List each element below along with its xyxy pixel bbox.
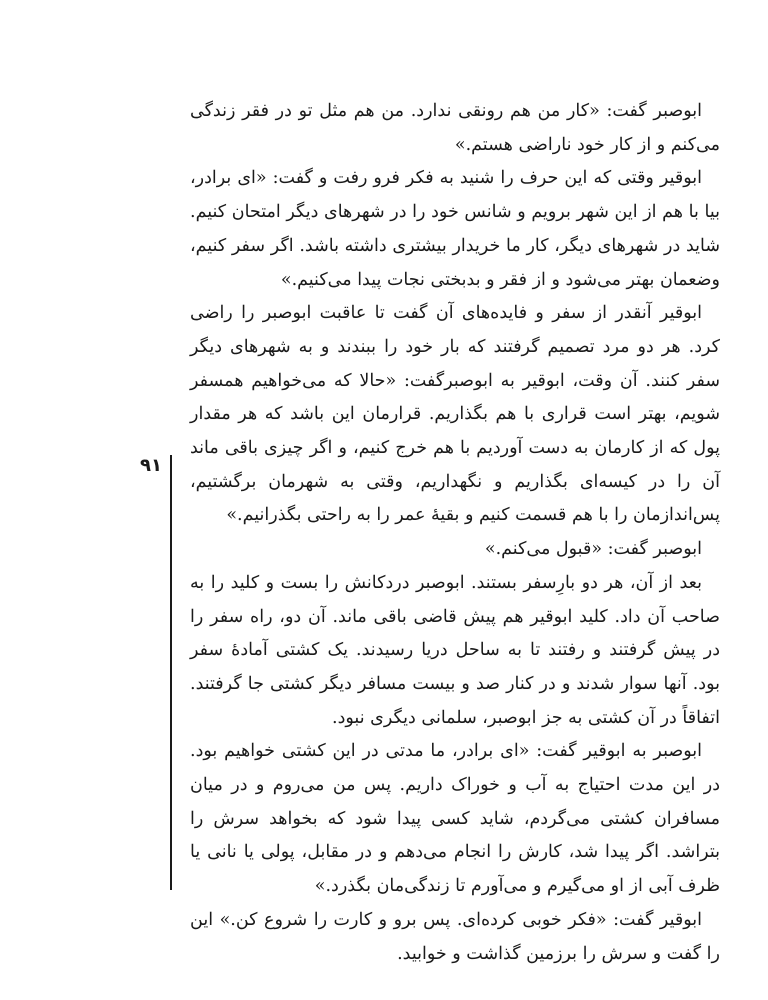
paragraph-2: ابوقیر وقتی که این حرف را شنید به فکر فرو رفت و گفت: «ای برادر، بیا با هم از این شهر برویم و شانس خود را در شهرهای دیگر امتحان کنیم. شاید در شهرهای دیگر، کار ما خریدار بیشتری داشته باشد. اگر سفر کنیم، وضعمان بهتر می‌شود و از فقر و بدبختی نجات پیدا می‌کنیم.» [190,168,720,290]
paragraph-5: بعد از آن، هر دو بارِسفر بستند. ابوصبر دردکانش را بست و کلید را به صاحب آن داد. کلید ابوقیر هم پیش قاضی باقی ماند. آن دو، راه سفر را در پیش گرفتند و رفتند تا به ساحل دریا رسیدند. یک کشتی آمادهٔ سفر بود. آنها سوار شدند و در کنار صد و بیست مسافر دیگر کشتی جا گرفتند. اتفاقاً در آن کشتی به جز ابوصبر، سلمانی دیگری نبود. [190,572,720,728]
paragraph-3: ابوقیر آنقدر از سفر و فایده‌های آن گفت تا عاقبت ابوصبر را راضی کرد. هر دو مرد تصمیم گرفتند که بار خود را ببندند و به شهرهای دیگر سفر کنند. آن وقت، ابوقیر به ابوصبرگفت: «حالا که می‌خواهیم همسفر شویم، بهتر است قراری با هم بگذاریم. قرارمان این باشد که هر مقدار پول که از کارمان به دست آوردیم با هم خرج کنیم، و اگر چیزی باقی ماند آن را در کیسه‌ای بگذاریم و نگهداریم، وقتی به شهرمان برگشتیم، پس‌اندازمان را با هم قسمت کنیم و بقیهٔ عمر را به راحتی بگذرانیم.» [190,303,720,526]
paragraph-7: ابوقیر گفت: «فکر خوبی کرده‌ای. پس برو و کارت را شروع کن.» این را گفت و سرش را برزمین گذاشت و خوابید. [190,909,720,964]
paragraph-4: ابوصبر گفت: «قبول می‌کنم.» [484,539,702,560]
body-text [190,95,720,971]
paragraph-1: ابوصبر گفت: «کار من هم رونقی ندارد. من هم مثل تو در فقر زندگی می‌کنم و از کار خود ناراضی هستم.» [190,101,720,155]
margin-rule [170,455,172,890]
page-number: ۹۱ [140,455,162,476]
paragraph-6: ابوصبر به ابوقیر گفت: «ای برادر، ما مدتی در این کشتی خواهیم بود. در این مدت احتیاج به آب و خوراک داریم. پس من می‌روم و در میان مسافران کشتی می‌گردم، شاید کسی پیدا شود که بخواهد سرش را بتراشد. اگر پیدا شد، کارش را انجام می‌دهم و در مقابل، پولی یا نانی یا ظرف آبی از او می‌گیرم و می‌آورم تا زندگی‌مان بگذرد.» [190,741,720,897]
